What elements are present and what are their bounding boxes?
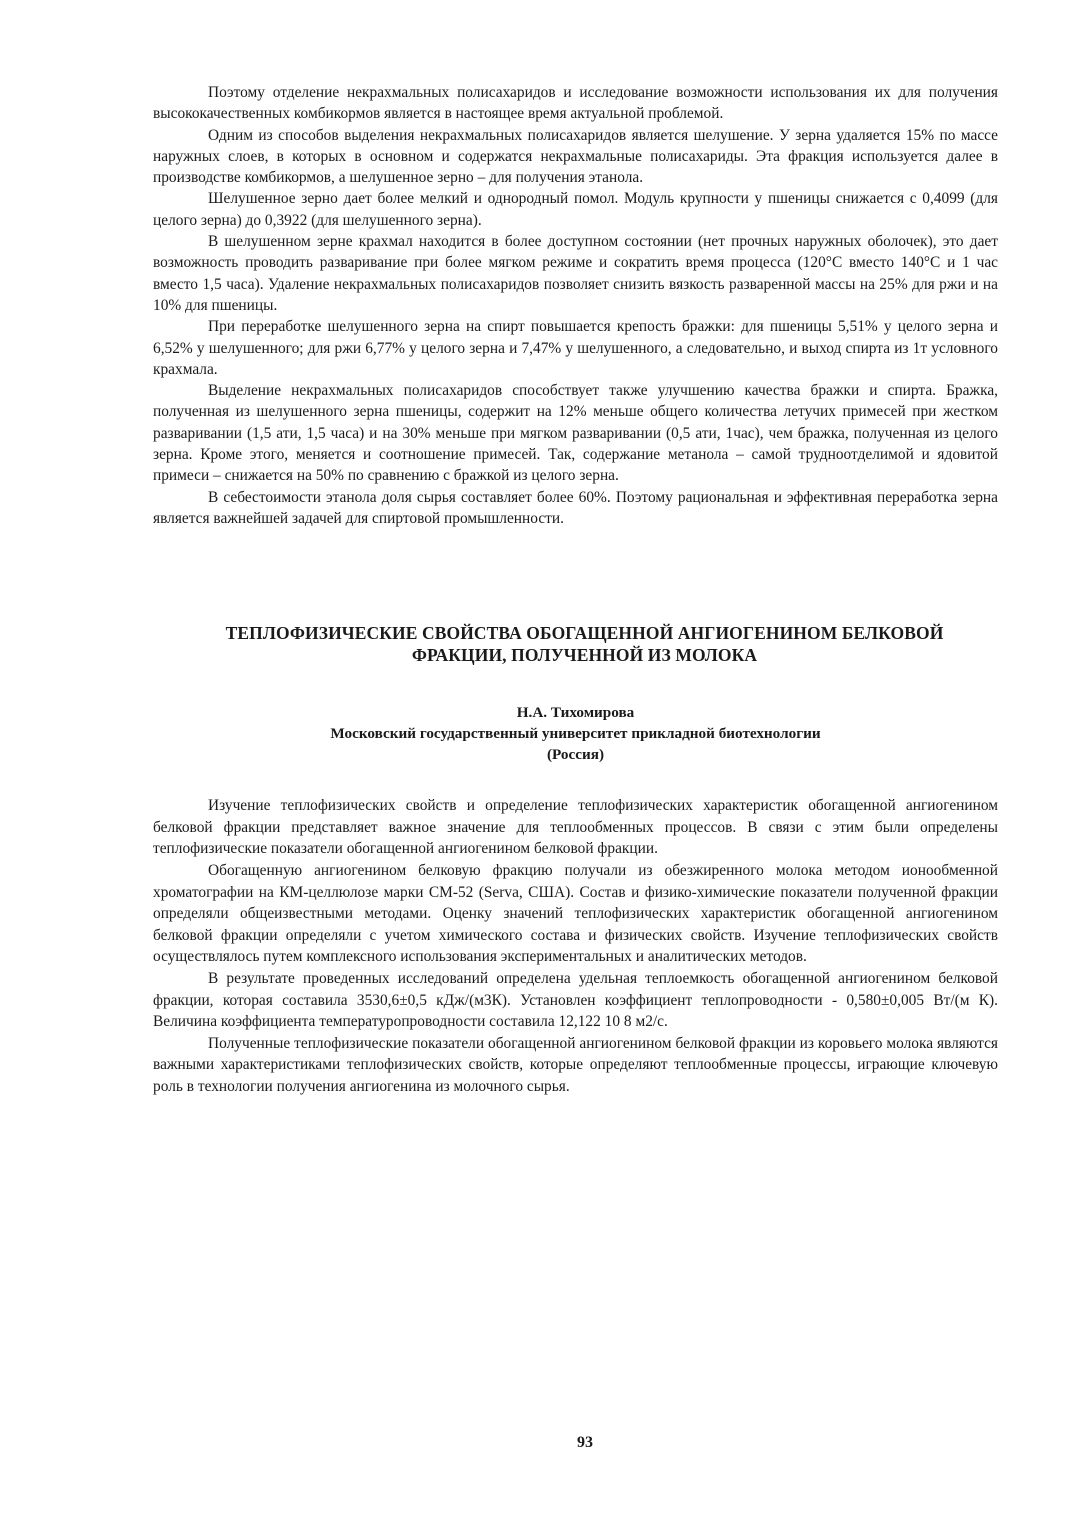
paragraph: Изучение теплофизических свойств и определение теплофизических характеристик обогащенной ангиогенином белковой фракции представляет важное значение для теплообменных процессов. В связи с этим были определены теплофизические показатели обогащенной ангиогенином белковой фракции. xyxy=(153,797,998,858)
paragraph: Полученные теплофизические показатели обогащенной ангиогенином белковой фракции из коровьего молока являются важными характеристиками теплофизических свойств, которые определяют теплообменные процессы, играющие ключевую роль в технологии получения ангиогенина из молочного сырья. xyxy=(153,1034,998,1095)
paragraph: Обогащенную ангиогенином белковую фракцию получали из обезжиренного молока методом ионообменной хроматографии на КМ-целлюлозе марки СМ-52 (Serva, США). Состав и физико-химические показатели полученной фракции определяли общеизвестными методами. Оценку значений теплофизических характеристик обогащенной ангиогенином белковой фракции определяли с учетом химического состава и физических свойств. Изучение теплофизических свойств осуществлялось путем комплексного использования экспериментальных и аналитических методов. xyxy=(153,862,998,966)
article-title-line-2: ФРАКЦИИ, ПОЛУЧЕННОЙ ИЗ МОЛОКА xyxy=(411,645,758,666)
page-content xyxy=(153,82,998,1098)
paragraph: В шелушенном зерне крахмал находится в более доступном состоянии (нет прочных наружных оболочек), это дает возможность проводить разваривание при более мягком режиме и сократить время процесса (120°С вместо 140°С и 1 час вместо 1,5 часа). Удаление некрахмальных полисахаридов позволяет снизить вязкость разваренной массы на 25% для ржи и на 10% для пшеницы. xyxy=(153,233,998,314)
author-name: Н.А. Тихомирова xyxy=(516,704,635,722)
article-title-line-1: ТЕПЛОФИЗИЧЕСКИЕ СВОЙСТВА ОБОГАЩЕННОЙ АНГИОГЕНИНОМ БЕЛКОВОЙ xyxy=(225,623,944,644)
article-body xyxy=(153,795,998,1097)
paragraph: В себестоимости этанола доля сырья составляет более 60%. Поэтому рациональная и эффективная переработка зерна является важнейшей задачей для спиртовой промышленности. xyxy=(153,488,998,527)
paragraph: При переработке шелушенного зерна на спирт повышается крепость бражки: для пшеницы 5,51% у целого зерна и 6,52% у шелушенного; для ржи 6,77% у целого зерна и 7,47% у шелушенного, а следовательно, и выход спирта из 1т условного крахмала. xyxy=(153,318,998,378)
article xyxy=(153,622,998,1097)
paragraph: В результате проведенных исследований определена удельная теплоемкость обогащенной ангиогенином белковой фракции, которая составила 3530,6±0,5 кДж/(м3К). Установлен коэффициент теплопроводности - 0,580±0,005 Вт/(м К). Величина коэффициента температуропроводности составила 12,122 10 8 м2/с. xyxy=(153,969,998,1031)
page-number: 93 xyxy=(577,1434,593,1451)
author-block xyxy=(153,702,998,765)
previous-article-ending xyxy=(153,82,998,529)
author-affiliation: Московский государственный университет прикладной биотехнологии xyxy=(330,725,821,743)
paragraph: Выделение некрахмальных полисахаридов способствует также улучшению качества бражки и спирта. Бражка, полученная из шелушенного зерна пшеницы, содержит на 12% меньше общего количества летучих примесей при жестком разваривании (1,5 ати, 1,5 часа) и на 30% меньше при мягком разваривании (0,5 ати, 1час), чем бражка, полученная из целого зерна. Кроме этого, меняется и соотношение примесей. Так, содержание метанола – самой трудноотделимой и ядовитой примеси – снижается на 50% по сравнению с бражкой из целого зерна. xyxy=(153,382,998,485)
paragraph: Одним из способов выделения некрахмальных полисахаридов является шелушение. У зерна удаляется 15% по массе наружных слоев, в которых в основном и содержатся некрахмальные полисахариды. Эта фракция используется далее в производстве комбикормов, а шелушенное зерно – для получения этанола. xyxy=(153,126,998,187)
paragraph: Шелушенное зерно дает более мелкий и однородный помол. Модуль крупности у пшеницы снижается с 0,4099 (для целого зерна) до 0,3922 (для шелушенного зерна). xyxy=(153,190,998,229)
article-title xyxy=(153,622,998,666)
author-country: (Россия) xyxy=(546,746,605,764)
paragraph: Поэтому отделение некрахмальных полисахаридов и исследование возможности использования их для получения высококачественных комбикормов является в настоящее время актуальной проблемой. xyxy=(153,84,998,123)
